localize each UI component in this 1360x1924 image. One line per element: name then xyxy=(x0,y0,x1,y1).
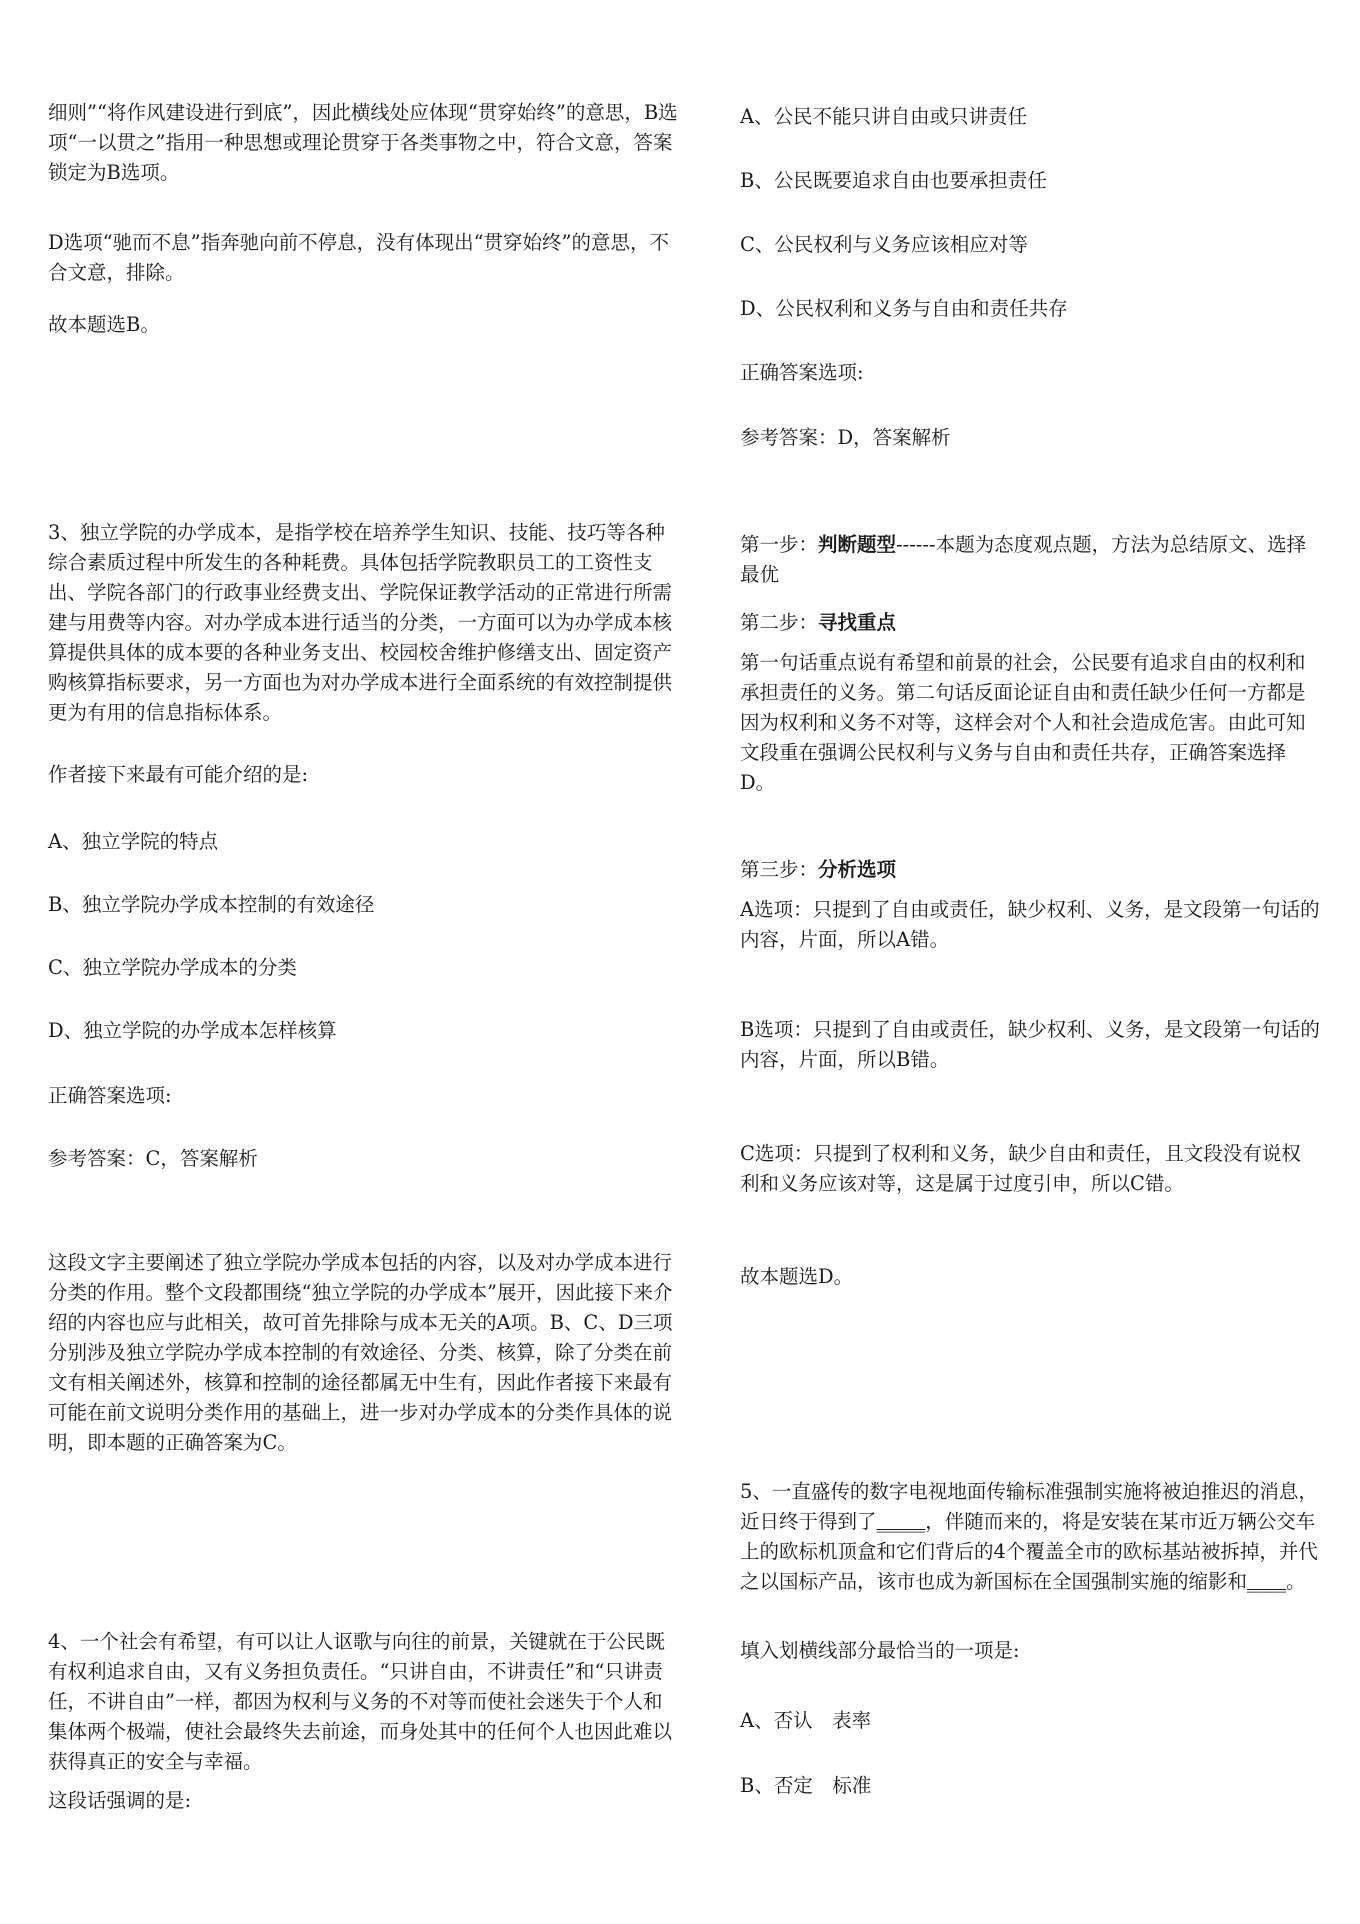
option-a-analysis: A选项：只提到了自由或责任，缺少权利、义务，是文段第一句话的内容，片面，所以A错。 xyxy=(740,898,1320,951)
q2-analysis-para2: D选项“驰而不息”指奔驰向前不停息，没有体现出“贯穿始终”的意思，不合文意，排除。 xyxy=(48,231,670,284)
q5-blank-2: ____ xyxy=(1247,1570,1287,1593)
step3-prefix: 第三步： xyxy=(740,858,819,881)
q5-question: 填入划横线部分最恰当的一项是: xyxy=(740,1639,1020,1662)
option-b-analysis: B选项：只提到了自由或责任，缺少权利、义务，是文段第一句话的内容，片面，所以B错。 xyxy=(740,1018,1320,1071)
q3-option-b: B、独立学院办学成本控制的有效途径 xyxy=(48,893,375,916)
step2-title: 寻找重点 xyxy=(818,611,897,634)
q5-option-a: A、否认 表率 xyxy=(740,1709,872,1732)
step2-prefix: 第二步： xyxy=(740,611,819,634)
q4-option-b: B、公民既要追求自由也要承担责任 xyxy=(740,169,1047,192)
step1-text: ------本题为态度观点题，方法为总结原文、选择最优 xyxy=(740,533,1307,586)
step3-title: 分析选项 xyxy=(818,858,897,881)
option-c-analysis: C选项：只提到了权利和义务，缺少自由和责任，且文段没有说权利和义务应该对等，这是属于过度引申，所以C错。 xyxy=(740,1142,1301,1195)
step1 xyxy=(740,530,1320,590)
q5-blank-1: _____ xyxy=(876,1510,926,1533)
step2-heading xyxy=(740,608,1320,638)
q4-stem: 4、一个社会有希望，有可以让人讴歌与向往的前景，关键就在于公民既有权利追求自由，又有义务担负责任。“只讲自由，不讲责任”和“只讲责任，不讲自由”一样，都因为权利与义务的不对等而使社会迷失于个人和集体两个极端，使社会最终失去前途，而身处其中的任何个人也因此难以获得真正的安全与幸福。 xyxy=(48,1630,673,1773)
step1-title: 判断题型 xyxy=(818,533,897,556)
q4-reference: 参考答案：D，答案解析 xyxy=(740,426,951,449)
step2-text: 第一句话重点说有希望和前景的社会，公民要有追求自由的权利和承担责任的义务。第二句话反面论证自由和责任缺少任何一方都是因为权利和义务不对等，这样会对个人和社会造成危害。由此可知文段重在强调公民权利与义务与自由和责任共存，正确答案选择D。 xyxy=(740,651,1306,794)
q4-answer-label: 正确答案选项: xyxy=(740,361,864,384)
q5-stem-part2: ，伴随而来的，将是安装在某市近万辆公交车上的欧标机顶盒和它们背后的4个覆盖全市的欧标基站被拆掉，并代之以国标产品，该市也成为新国标在全国强制实施的缩影和 xyxy=(740,1510,1318,1593)
q4-option-c: C、公民权利与义务应该相应对等 xyxy=(740,233,1028,256)
q5-option-b: B、否定 标准 xyxy=(740,1774,872,1797)
q5-stem xyxy=(740,1477,1320,1597)
q3-stem: 3、独立学院的办学成本，是指学校在培养学生知识、技能、技巧等各种综合素质过程中所发生的各种耗费。具体包括学院教职员工的工资性支出、学院各部门的行政事业经费支出、学院保证教学活动的正常进行所需建与用费等内容。对办学成本进行适当的分类，一方面可以为办学成本核算提供具体的成本要的各种业务支出、校园校舍维护修缮支出、固定资产购核算指标要求，另一方面也为对办学成本进行全面系统的有效控制提供更为有用的信息指标体系。 xyxy=(48,521,673,724)
q3-question: 作者接下来最有可能介绍的是: xyxy=(48,763,309,786)
q3-reference: 参考答案：C，答案解析 xyxy=(48,1147,258,1170)
q2-analysis-para1: 细则”“将作风建设进行到底”，因此横线处应体现“贯穿始终”的意思，B选项“一以贯之”指用一种思想或理论贯穿于各类事物之中，符合文意，答案锁定为B选项。 xyxy=(48,101,678,184)
q4-option-d: D、公民权利和义务与自由和责任共存 xyxy=(740,297,1068,320)
q4-question: 这段话强调的是: xyxy=(48,1789,192,1812)
q3-option-d: D、独立学院的办学成本怎样核算 xyxy=(48,1019,337,1042)
step1-prefix: 第一步： xyxy=(740,533,819,556)
q3-answer-label: 正确答案选项: xyxy=(48,1084,172,1107)
step3-heading xyxy=(740,855,1320,885)
q3-option-c: C、独立学院办学成本的分类 xyxy=(48,956,297,979)
q4-conclusion: 故本题选D。 xyxy=(740,1265,854,1288)
q2-conclusion: 故本题选B。 xyxy=(48,313,160,336)
q5-stem-part3: 。 xyxy=(1286,1570,1306,1593)
q3-option-a: A、独立学院的特点 xyxy=(48,830,219,853)
q3-analysis: 这段文字主要阐述了独立学院办学成本包括的内容，以及对办学成本进行分类的作用。整个文段都围绕“独立学院的办学成本”展开，因此接下来介绍的内容也应与此相关，故可首先排除与成本无关的A项。B、C、D三项分别涉及独立学院办学成本控制的有效途径、分类、核算，除了分类在前文有相关阐述外，核算和控制的途径都属无中生有，因此作者接下来最有可能在前文说明分类作用的基础上，进一步对办学成本的分类作具体的说明，即本题的正确答案为C。 xyxy=(48,1251,673,1454)
q4-option-a: A、公民不能只讲自由或只讲责任 xyxy=(740,105,1028,128)
q5-stem-part1: 5、一直盛传的数字电视地面传输标准强制实施将被迫推迟的消息，近日终于得到了 xyxy=(740,1480,1318,1533)
